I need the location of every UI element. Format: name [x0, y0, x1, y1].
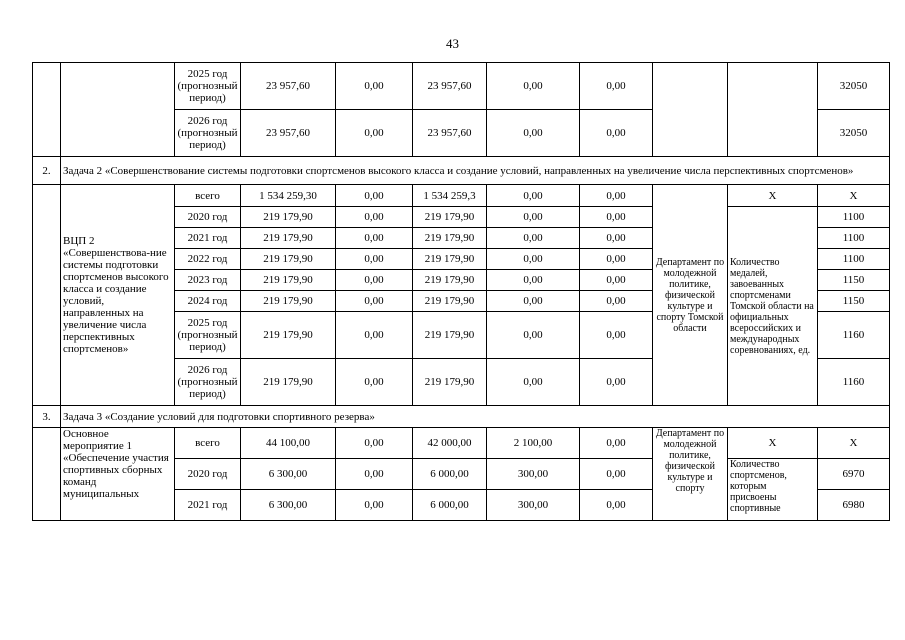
target-cell: 32050 — [818, 110, 890, 157]
value-cell: 44 100,00 — [241, 428, 336, 459]
value-cell: 219 179,90 — [241, 359, 336, 406]
value-cell: 0,00 — [336, 63, 413, 110]
indicator-cell — [728, 63, 818, 157]
period-cell: всего — [175, 428, 241, 459]
target-cell: 1150 — [818, 270, 890, 291]
value-cell: 0,00 — [487, 312, 580, 359]
target-cell: X — [818, 428, 890, 459]
target-cell: 6970 — [818, 459, 890, 490]
period-cell: 2025 год (прогнозный период) — [175, 63, 241, 110]
value-cell: 219 179,90 — [413, 207, 487, 228]
value-cell: 0,00 — [336, 291, 413, 312]
program-name: ВЦП 2 «Совершенствова-ние системы подготовки спортсменов высокого класса и создание условий, направленных на увеличение числа перспективных спортсменов» — [61, 185, 175, 406]
value-cell: 0,00 — [336, 459, 413, 490]
value-cell: 0,00 — [580, 228, 653, 249]
period-cell: 2025 год (прогнозный период) — [175, 312, 241, 359]
indicator-x-cell: X — [728, 185, 818, 207]
value-cell: 23 957,60 — [241, 110, 336, 157]
target-cell: 32050 — [818, 63, 890, 110]
target-cell: 1100 — [818, 228, 890, 249]
value-cell: 0,00 — [487, 63, 580, 110]
period-cell: 2022 год — [175, 249, 241, 270]
value-cell: 0,00 — [580, 249, 653, 270]
task-number: 3. — [33, 406, 61, 428]
value-cell: 219 179,90 — [413, 270, 487, 291]
value-cell: 6 000,00 — [413, 490, 487, 521]
value-cell: 219 179,90 — [413, 249, 487, 270]
value-cell: 0,00 — [580, 312, 653, 359]
period-cell: 2023 год — [175, 270, 241, 291]
value-cell: 0,00 — [580, 359, 653, 406]
value-cell: 219 179,90 — [241, 249, 336, 270]
period-cell: 2021 год — [175, 228, 241, 249]
period-cell: всего — [175, 185, 241, 207]
target-cell: 1100 — [818, 249, 890, 270]
value-cell: 6 000,00 — [413, 459, 487, 490]
value-cell: 219 179,90 — [241, 207, 336, 228]
value-cell: 0,00 — [336, 270, 413, 291]
value-cell: 0,00 — [336, 110, 413, 157]
program-cell — [61, 63, 175, 157]
value-cell: 42 000,00 — [413, 428, 487, 459]
value-cell: 219 179,90 — [413, 291, 487, 312]
value-cell: 0,00 — [580, 459, 653, 490]
value-cell: 219 179,90 — [241, 291, 336, 312]
target-cell: X — [818, 185, 890, 207]
value-cell: 0,00 — [580, 291, 653, 312]
value-cell: 0,00 — [336, 249, 413, 270]
target-cell: 1160 — [818, 359, 890, 406]
value-cell: 0,00 — [336, 185, 413, 207]
value-cell: 1 534 259,3 — [413, 185, 487, 207]
value-cell: 6 300,00 — [241, 459, 336, 490]
value-cell: 0,00 — [580, 63, 653, 110]
indicator-name: Количество спортсменов, которым присвоены спортивные — [728, 459, 818, 521]
value-cell: 219 179,90 — [413, 312, 487, 359]
table-row — [33, 428, 890, 459]
task-title: Задача 3 «Создание условий для подготовки спортивного резерва» — [61, 406, 890, 428]
page-number: 43 — [446, 36, 459, 51]
value-cell: 0,00 — [336, 312, 413, 359]
value-cell: 219 179,90 — [413, 359, 487, 406]
task-number: 2. — [33, 157, 61, 185]
value-cell: 23 957,60 — [241, 63, 336, 110]
task-row — [33, 406, 890, 428]
value-cell: 0,00 — [580, 490, 653, 521]
target-cell: 1150 — [818, 291, 890, 312]
value-cell: 0,00 — [487, 359, 580, 406]
value-cell: 0,00 — [487, 228, 580, 249]
value-cell: 0,00 — [487, 270, 580, 291]
value-cell: 23 957,60 — [413, 110, 487, 157]
value-cell: 0,00 — [580, 207, 653, 228]
indicator-x-cell: X — [728, 428, 818, 459]
period-cell: 2021 год — [175, 490, 241, 521]
value-cell: 0,00 — [580, 110, 653, 157]
num-cell — [33, 428, 61, 521]
target-cell: 6980 — [818, 490, 890, 521]
task-row — [33, 157, 890, 185]
department-cell: Департамент по молодежной политике, физической культуре и спорту — [653, 428, 728, 521]
value-cell: 2 100,00 — [487, 428, 580, 459]
num-cell — [33, 63, 61, 157]
value-cell: 0,00 — [487, 185, 580, 207]
target-cell: 1100 — [818, 207, 890, 228]
value-cell: 300,00 — [487, 459, 580, 490]
value-cell: 1 534 259,30 — [241, 185, 336, 207]
value-cell: 219 179,90 — [241, 228, 336, 249]
value-cell: 0,00 — [336, 428, 413, 459]
period-cell: 2024 год — [175, 291, 241, 312]
department-cell: Департамент по молодежной политике, физической культуре и спорту Томской области — [653, 185, 728, 406]
value-cell: 23 957,60 — [413, 63, 487, 110]
value-cell: 0,00 — [336, 207, 413, 228]
value-cell: 300,00 — [487, 490, 580, 521]
period-cell: 2020 год — [175, 207, 241, 228]
value-cell: 219 179,90 — [413, 228, 487, 249]
indicator-name: Количество медалей, завоеванных спортсменами Томской области на официальных всероссийских и международных соревнованиях, ед. — [728, 207, 818, 406]
num-cell — [33, 185, 61, 406]
value-cell: 0,00 — [487, 249, 580, 270]
task-title: Задача 2 «Совершенствование системы подготовки спортсменов высокого класса и создание условий, направленных на увеличение числа перспективных спортсменов» — [61, 157, 890, 185]
program-name: Основное мероприятие 1 «Обеспечение участия спортивных сборных команд муниципальных — [61, 428, 175, 521]
value-cell: 0,00 — [580, 185, 653, 207]
value-cell: 0,00 — [580, 270, 653, 291]
value-cell: 0,00 — [336, 228, 413, 249]
value-cell: 0,00 — [580, 428, 653, 459]
table-row — [33, 185, 890, 207]
period-cell: 2026 год (прогнозный период) — [175, 359, 241, 406]
department-cell — [653, 63, 728, 157]
value-cell: 0,00 — [487, 291, 580, 312]
value-cell: 0,00 — [336, 490, 413, 521]
program-table — [32, 62, 890, 521]
period-cell: 2026 год (прогнозный период) — [175, 110, 241, 157]
table-row — [33, 63, 890, 110]
value-cell: 219 179,90 — [241, 312, 336, 359]
target-cell: 1160 — [818, 312, 890, 359]
value-cell: 0,00 — [487, 110, 580, 157]
value-cell: 0,00 — [336, 359, 413, 406]
value-cell: 6 300,00 — [241, 490, 336, 521]
period-cell: 2020 год — [175, 459, 241, 490]
value-cell: 0,00 — [487, 207, 580, 228]
value-cell: 219 179,90 — [241, 270, 336, 291]
